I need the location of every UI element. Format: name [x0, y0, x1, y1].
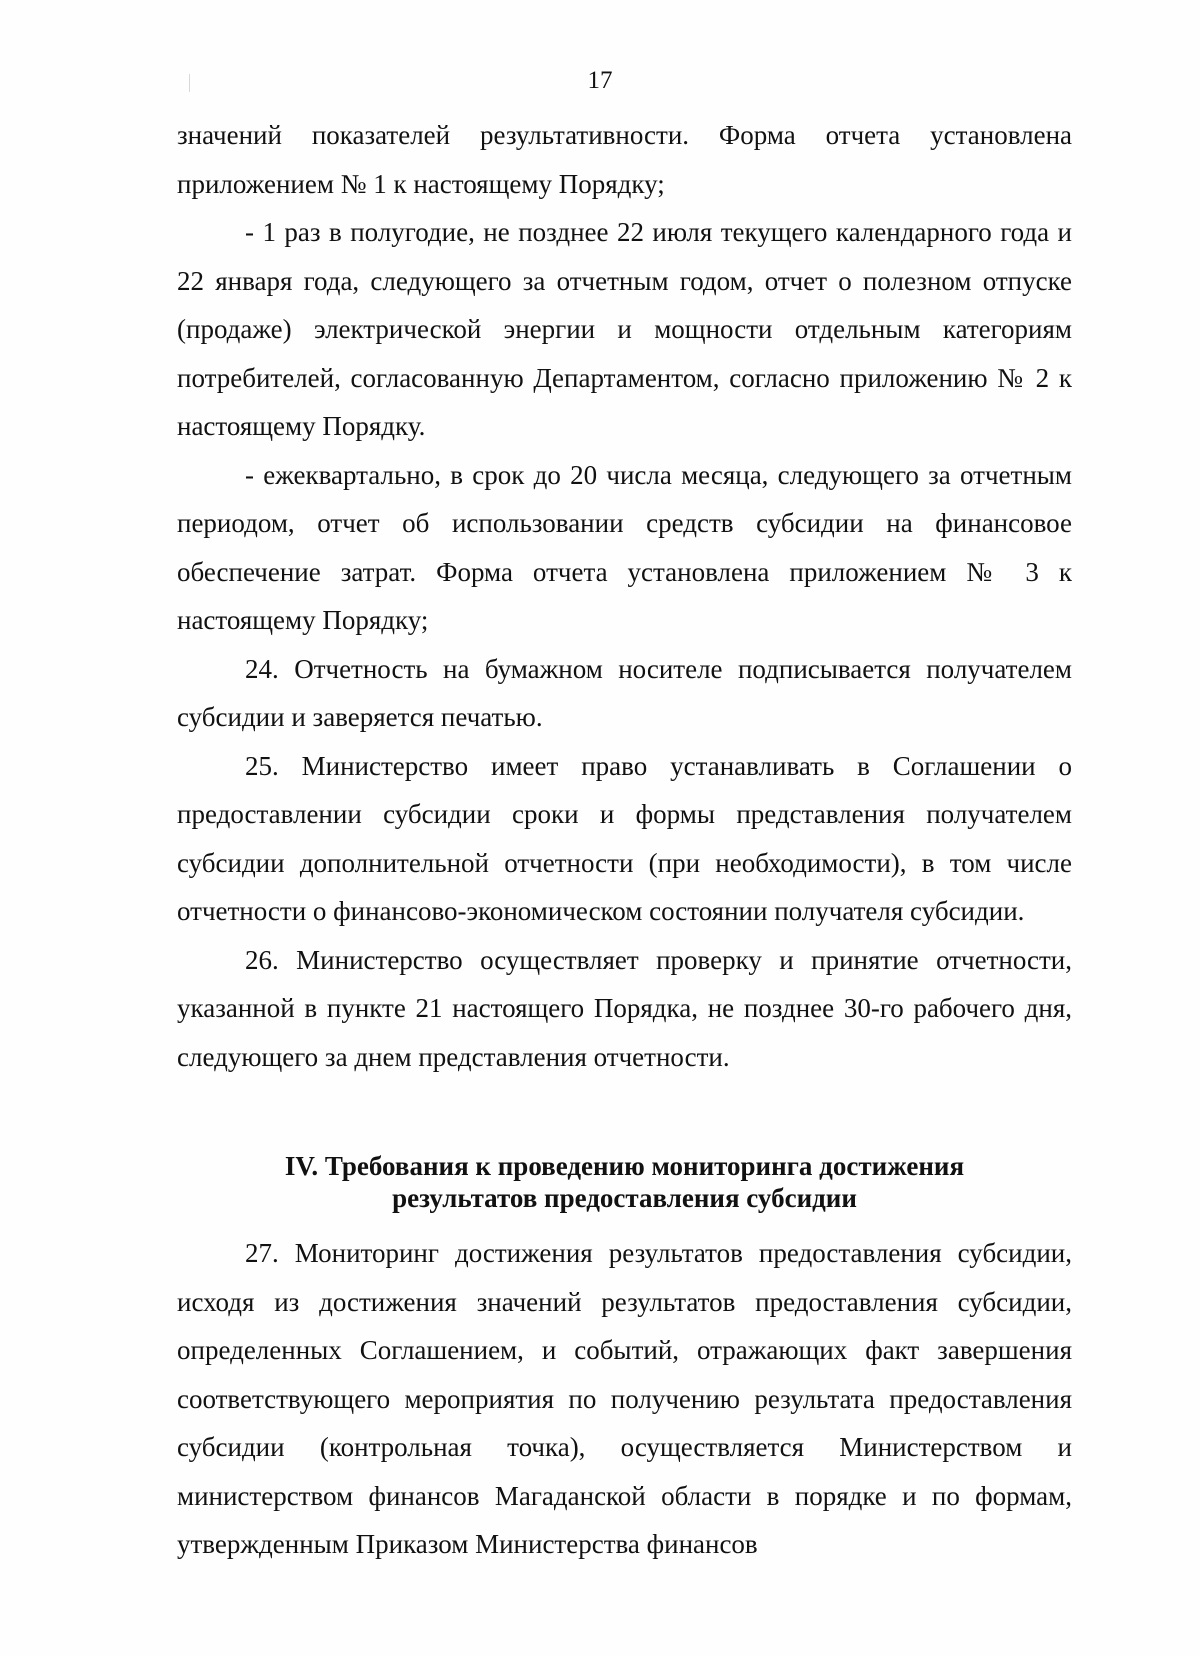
paragraph-26: 26. Министерство осуществляет проверку и принятие отчетности, указанной в пункте 21 настоящего Порядка, не позднее 30-го рабочего дня, следующего за днем представления отчетности.	[177, 944, 1072, 1072]
body-text-lower	[177, 1229, 1072, 1569]
paragraph-25: 25. Министерство имеет право устанавливать в Соглашении о предоставлении субсидии сроки и формы представления получателем субсидии дополнительной отчетности (при необходимости), в том числе отчетности о финансово-экономическом состоянии получателя субсидии.	[177, 750, 1072, 926]
paragraph-27: 27. Мониторинг достижения результатов предоставления субсидии, исходя из достижения значений результатов предоставления субсидии, определенных Соглашением, и событий, отражающих факт завершения соответствующего мероприятия по получению результата предоставления субсидии (контрольная точка), осуществляется Министерством и министерством финансов Магаданской области в порядке и по формам, утвержденным Приказом Министерства финансов	[177, 1238, 1072, 1559]
section-heading-line-1: IV. Требования к проведению мониторинга достижения	[284, 1151, 965, 1181]
paragraph-semiannual-report: - 1 раз в полугодие, не позднее 22 июля текущего календарного года и 22 января года, следующего за отчетным годом, отчет о полезном отпуске (продаже) электрической энергии и мощности отдельным категориям потребителей, согласованную Департаментом, согласно приложению № 2 к настоящему Порядку.	[177, 217, 1072, 441]
paragraph-quarterly-report: - ежеквартально, в срок до 20 числа месяца, следующего за отчетным периодом, отчет об использовании средств субсидии на финансовое обеспечение затрат. Форма отчета установлена приложением № 3 к настоящему Порядку;	[177, 459, 1072, 635]
section-heading-line-2: результатов предоставления субсидии	[392, 1183, 857, 1213]
body-text-upper	[177, 111, 1072, 1081]
paragraph-24: 24. Отчетность на бумажном носителе подписывается получателем субсидии и заверяется печатью.	[177, 653, 1072, 732]
section-heading	[177, 1150, 1072, 1214]
paragraph-continuation: значений показателей результативности. Форма отчета установлена приложением № 1 к настоящему Порядку;	[177, 120, 1072, 199]
page-number: 17	[587, 67, 613, 94]
